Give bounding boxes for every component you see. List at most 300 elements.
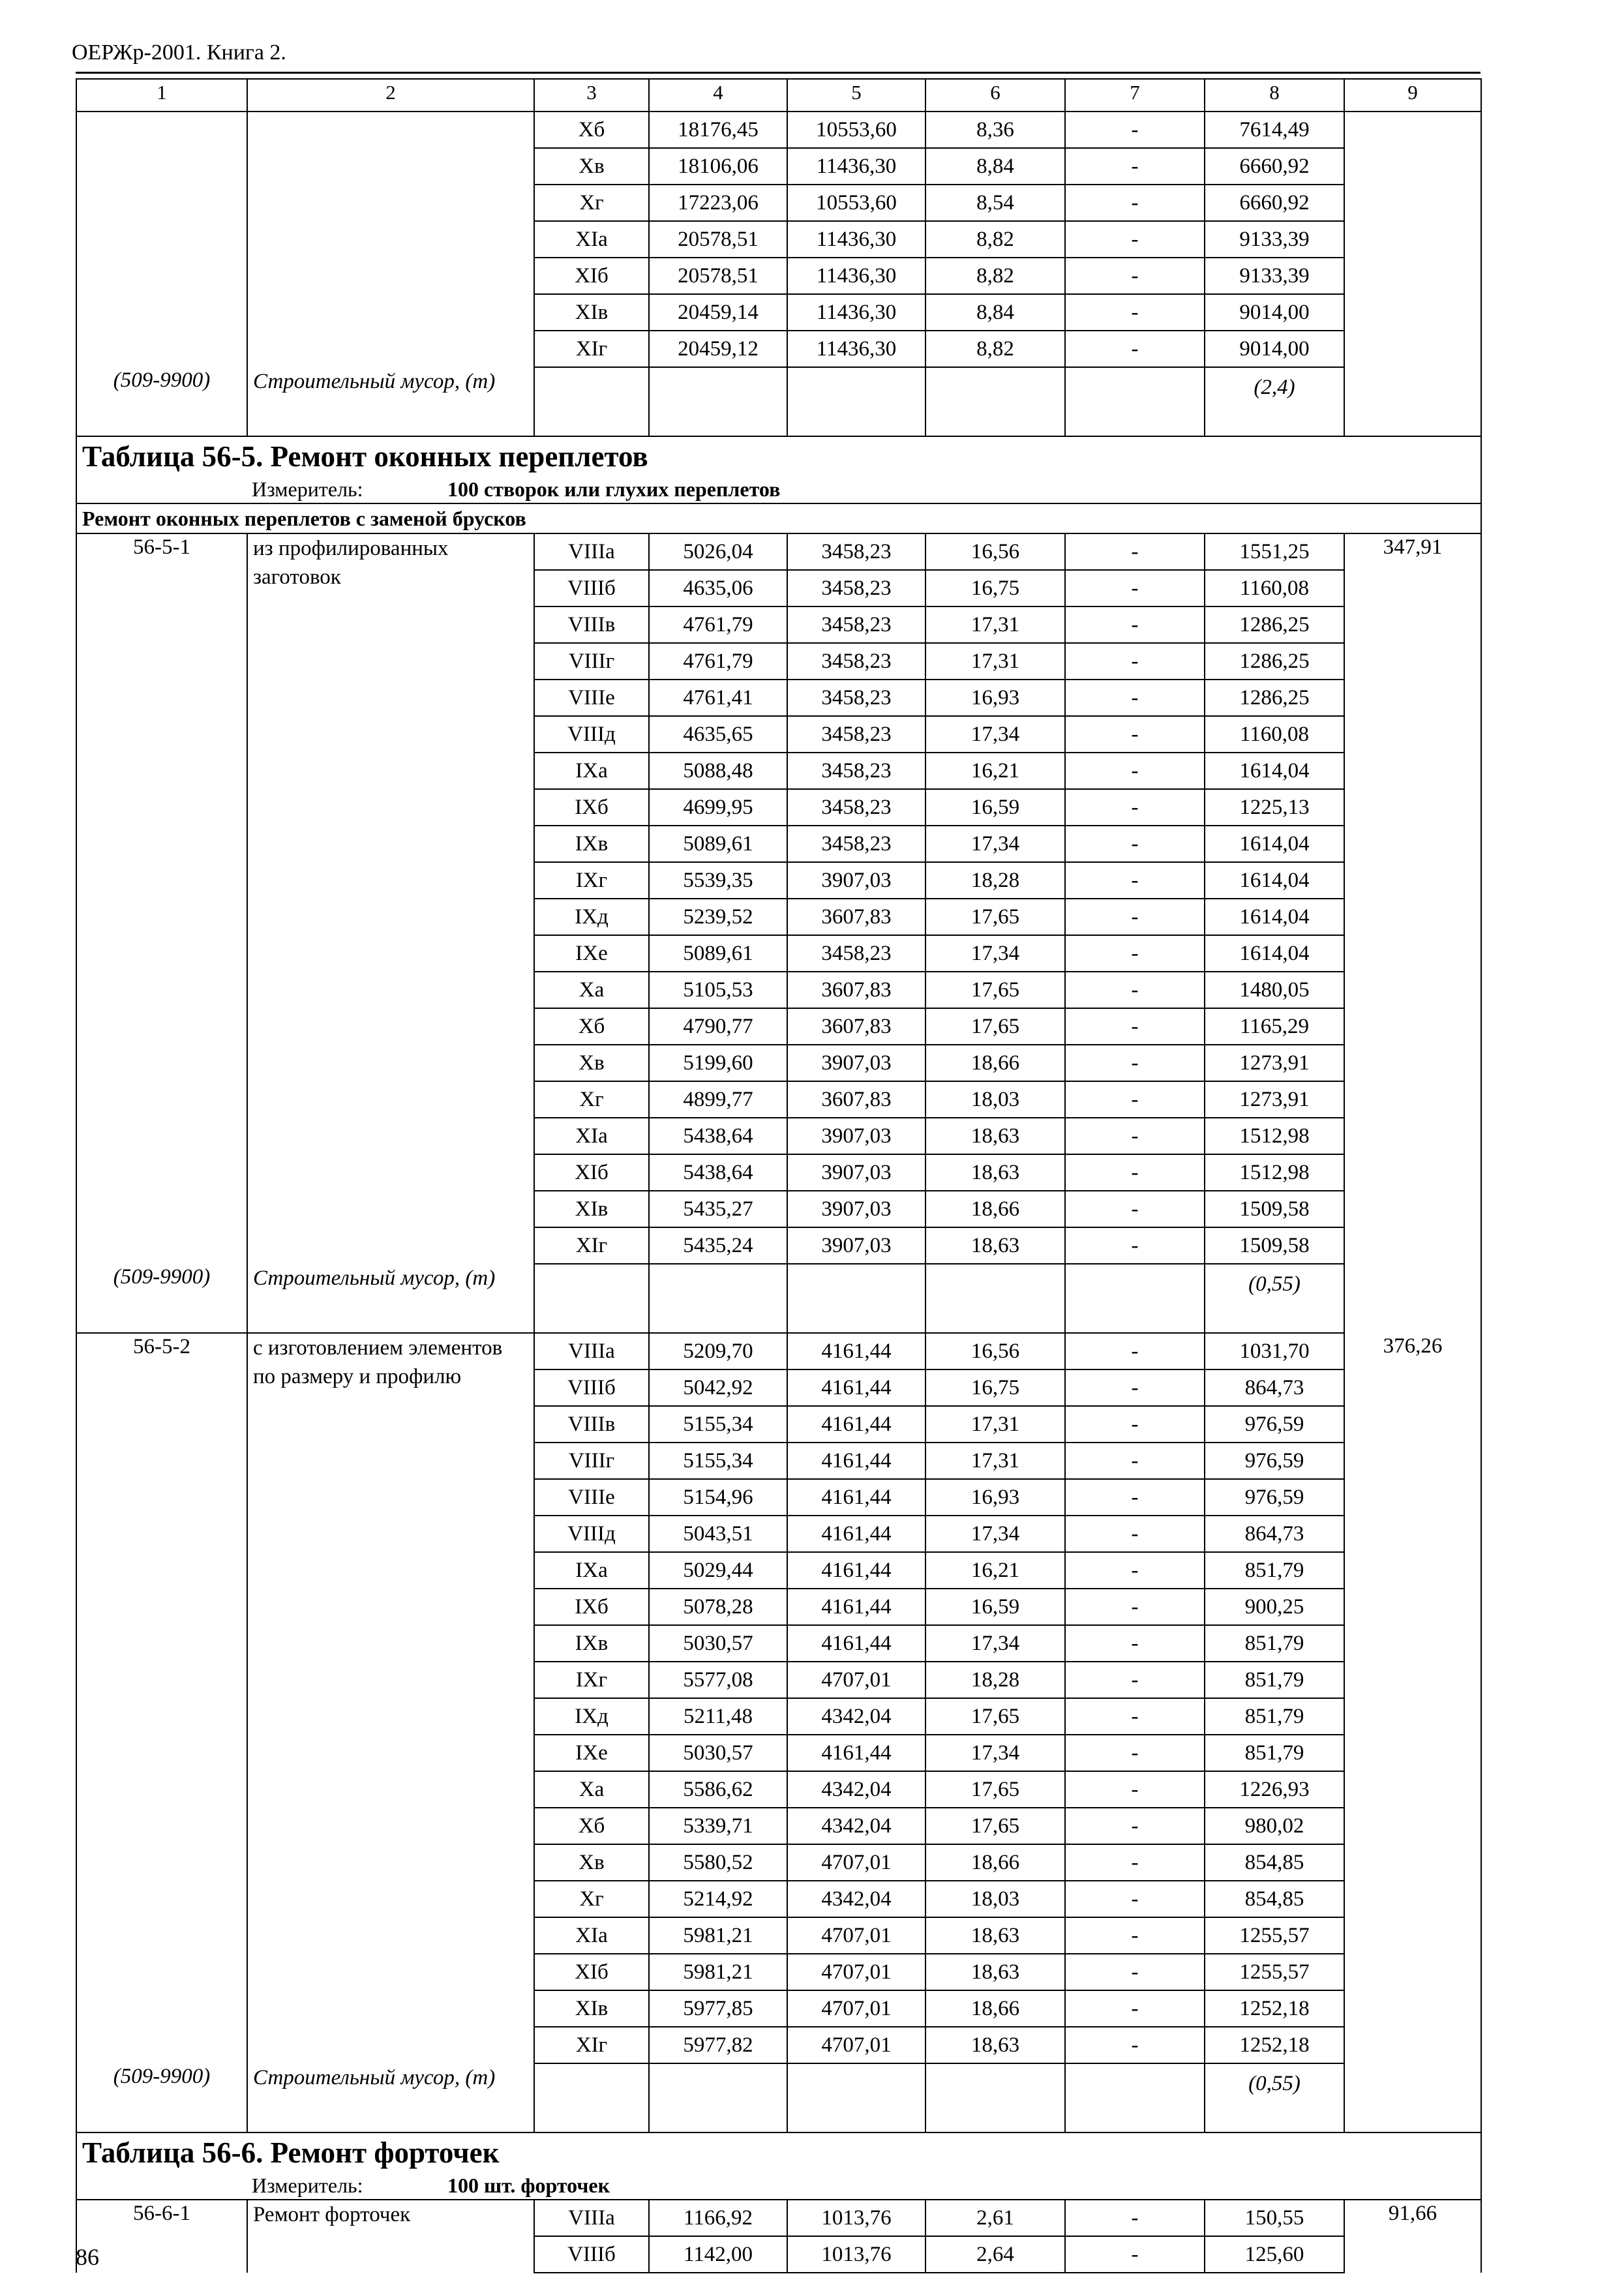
total-cost-cell: 5105,53 — [649, 972, 787, 1008]
total-cost-cell: 17223,06 — [649, 185, 787, 221]
machines-cell: 16,56 — [925, 1333, 1065, 1369]
wages-cell: 3907,03 — [787, 1045, 925, 1081]
table-title-row — [76, 436, 1481, 476]
table-title: Таблица 56-5. Ремонт оконных переплетов — [76, 436, 1481, 476]
total-cost-cell: 18106,06 — [649, 148, 787, 185]
machines-cell: 18,66 — [925, 1844, 1065, 1881]
machines-cell: 16,21 — [925, 753, 1065, 789]
total-cost-cell: 5030,57 — [649, 1625, 787, 1662]
region-cell: ХIв — [534, 1191, 649, 1227]
machines-cell: 18,03 — [925, 1881, 1065, 1917]
materials-cell: 976,59 — [1205, 1479, 1344, 1516]
machines-cell: 16,75 — [925, 570, 1065, 606]
total-cost-cell: 4761,41 — [649, 680, 787, 716]
materials-cell: 9014,00 — [1205, 331, 1344, 367]
wages-cell: 1013,76 — [787, 2236, 925, 2273]
measure-label: Измеритель: — [252, 477, 363, 501]
materials-cell: 976,59 — [1205, 1443, 1344, 1479]
total-cost-cell: 5042,92 — [649, 1369, 787, 1406]
materials-cell: 6660,92 — [1205, 185, 1344, 221]
waste-value: (0,55) — [1205, 1264, 1344, 1333]
materials-cell: 1160,08 — [1205, 570, 1344, 606]
driver-wages-cell: - — [1065, 148, 1205, 185]
rate-code: 56-6-1 — [76, 2200, 247, 2273]
materials-cell: 1286,25 — [1205, 643, 1344, 680]
driver-wages-cell: - — [1065, 1369, 1205, 1406]
materials-cell: 1255,57 — [1205, 1917, 1344, 1954]
table-row — [76, 2200, 1481, 2236]
wages-cell: 11436,30 — [787, 258, 925, 294]
measure-value: 100 створок или глухих переплетов — [447, 477, 781, 501]
total-cost-cell: 5199,60 — [649, 1045, 787, 1081]
driver-wages-cell: - — [1065, 643, 1205, 680]
materials-cell: 864,73 — [1205, 1369, 1344, 1406]
driver-wages-cell: - — [1065, 972, 1205, 1008]
waste-empty-cell — [925, 1264, 1065, 1333]
wages-cell: 4161,44 — [787, 1625, 925, 1662]
labor-cell: 91,66 — [1344, 2200, 1481, 2273]
total-cost-cell: 20578,51 — [649, 258, 787, 294]
driver-wages-cell: - — [1065, 1227, 1205, 1264]
machines-cell: 17,65 — [925, 1771, 1065, 1808]
materials-cell: 1614,04 — [1205, 899, 1344, 935]
machines-cell: 17,34 — [925, 716, 1065, 753]
section-title: Ремонт оконных переплетов с заменой брусков — [76, 503, 1481, 533]
materials-cell: 854,85 — [1205, 1881, 1344, 1917]
driver-wages-cell: - — [1065, 331, 1205, 367]
wages-cell: 4342,04 — [787, 1881, 925, 1917]
rate-code: 56-5-2 — [76, 1333, 247, 2063]
driver-wages-cell: - — [1065, 1118, 1205, 1154]
region-cell: VIIIб — [534, 1369, 649, 1406]
waste-row — [76, 367, 1481, 436]
machines-cell: 8,36 — [925, 112, 1065, 148]
wages-cell: 3458,23 — [787, 533, 925, 570]
wages-cell: 3607,83 — [787, 972, 925, 1008]
column-number: 1 — [76, 79, 247, 112]
waste-empty-cell — [1065, 367, 1205, 436]
machines-cell: 17,34 — [925, 1735, 1065, 1771]
driver-wages-cell: - — [1065, 1333, 1205, 1369]
wages-cell: 3458,23 — [787, 716, 925, 753]
driver-wages-cell: - — [1065, 1008, 1205, 1045]
materials-cell: 851,79 — [1205, 1625, 1344, 1662]
column-number: 7 — [1065, 79, 1205, 112]
region-cell: ХIб — [534, 258, 649, 294]
region-cell: IХб — [534, 1589, 649, 1625]
waste-empty-cell — [1065, 1264, 1205, 1333]
waste-value: (2,4) — [1205, 367, 1344, 436]
waste-empty-cell — [534, 1264, 649, 1333]
table-row — [76, 533, 1481, 570]
waste-empty-cell — [534, 367, 649, 436]
driver-wages-cell: - — [1065, 716, 1205, 753]
total-cost-cell: 20459,14 — [649, 294, 787, 331]
region-cell: VIIIе — [534, 1479, 649, 1516]
machines-cell: 8,84 — [925, 148, 1065, 185]
region-cell: ХIб — [534, 1154, 649, 1191]
machines-cell: 17,65 — [925, 972, 1065, 1008]
materials-cell: 980,02 — [1205, 1808, 1344, 1844]
wages-cell: 3458,23 — [787, 606, 925, 643]
machines-cell: 16,93 — [925, 1479, 1065, 1516]
total-cost-cell: 5435,27 — [649, 1191, 787, 1227]
waste-empty-cell — [1065, 2063, 1205, 2132]
wages-cell: 4161,44 — [787, 1369, 925, 1406]
work-name: из профилированных заготовок — [247, 533, 534, 1264]
driver-wages-cell: - — [1065, 294, 1205, 331]
total-cost-cell: 1142,00 — [649, 2236, 787, 2273]
table-title-row — [76, 2132, 1481, 2172]
machines-cell: 17,31 — [925, 1406, 1065, 1443]
driver-wages-cell: - — [1065, 533, 1205, 570]
machines-cell: 18,66 — [925, 1045, 1065, 1081]
region-cell: IХв — [534, 1625, 649, 1662]
region-cell: IХв — [534, 826, 649, 862]
materials-cell: 864,73 — [1205, 1516, 1344, 1552]
waste-empty-cell — [925, 2063, 1065, 2132]
measure-row — [76, 2172, 1481, 2200]
waste-code: (509-9900) — [76, 1264, 247, 1333]
region-cell: IХе — [534, 1735, 649, 1771]
driver-wages-cell: - — [1065, 2236, 1205, 2273]
machines-cell: 16,21 — [925, 1552, 1065, 1589]
price-table — [76, 78, 1482, 2273]
wages-cell: 3607,83 — [787, 1081, 925, 1118]
driver-wages-cell: - — [1065, 606, 1205, 643]
region-cell: IХд — [534, 1698, 649, 1735]
materials-cell: 1225,13 — [1205, 789, 1344, 826]
wages-cell: 4161,44 — [787, 1589, 925, 1625]
wages-cell: 3907,03 — [787, 862, 925, 899]
total-cost-cell: 5155,34 — [649, 1443, 787, 1479]
driver-wages-cell: - — [1065, 862, 1205, 899]
waste-empty-cell — [649, 1264, 787, 1333]
labor-cell — [1344, 112, 1481, 436]
labor-cell: 376,26 — [1344, 1333, 1481, 2132]
region-cell: Хб — [534, 112, 649, 148]
wages-cell: 4161,44 — [787, 1735, 925, 1771]
region-cell: Хг — [534, 1881, 649, 1917]
materials-cell: 854,85 — [1205, 1844, 1344, 1881]
driver-wages-cell: - — [1065, 1735, 1205, 1771]
total-cost-cell: 5339,71 — [649, 1808, 787, 1844]
waste-name: Строительный мусор, (т) — [247, 367, 534, 436]
total-cost-cell: 5211,48 — [649, 1698, 787, 1735]
column-number: 6 — [925, 79, 1065, 112]
region-cell: ХIа — [534, 1917, 649, 1954]
region-cell: ХIг — [534, 331, 649, 367]
wages-cell: 4707,01 — [787, 1844, 925, 1881]
column-number: 3 — [534, 79, 649, 112]
region-cell: IХд — [534, 899, 649, 935]
machines-cell: 17,65 — [925, 1008, 1065, 1045]
waste-row — [76, 1264, 1481, 1333]
driver-wages-cell: - — [1065, 1990, 1205, 2027]
column-number: 8 — [1205, 79, 1344, 112]
wages-cell: 4161,44 — [787, 1333, 925, 1369]
machines-cell: 8,82 — [925, 221, 1065, 258]
wages-cell: 4342,04 — [787, 1771, 925, 1808]
driver-wages-cell: - — [1065, 789, 1205, 826]
materials-cell: 1031,70 — [1205, 1333, 1344, 1369]
machines-cell: 8,84 — [925, 294, 1065, 331]
machines-cell: 18,66 — [925, 1191, 1065, 1227]
region-cell: VIIIа — [534, 533, 649, 570]
driver-wages-cell: - — [1065, 1881, 1205, 1917]
materials-cell: 9133,39 — [1205, 258, 1344, 294]
total-cost-cell: 4790,77 — [649, 1008, 787, 1045]
total-cost-cell: 5539,35 — [649, 862, 787, 899]
region-cell: VIIIв — [534, 606, 649, 643]
materials-cell: 1512,98 — [1205, 1118, 1344, 1154]
wages-cell: 3458,23 — [787, 680, 925, 716]
driver-wages-cell: - — [1065, 935, 1205, 972]
driver-wages-cell: - — [1065, 1406, 1205, 1443]
driver-wages-cell: - — [1065, 1954, 1205, 1990]
materials-cell: 1614,04 — [1205, 753, 1344, 789]
total-cost-cell: 5209,70 — [649, 1333, 787, 1369]
machines-cell: 8,82 — [925, 258, 1065, 294]
driver-wages-cell: - — [1065, 221, 1205, 258]
region-cell: VIIIд — [534, 1516, 649, 1552]
wages-cell: 4342,04 — [787, 1808, 925, 1844]
page-header: ОЕРЖр-2001. Книга 2. — [72, 40, 286, 65]
column-number: 9 — [1344, 79, 1481, 112]
waste-row — [76, 2063, 1481, 2132]
total-cost-cell: 5438,64 — [649, 1154, 787, 1191]
machines-cell: 16,93 — [925, 680, 1065, 716]
driver-wages-cell: - — [1065, 1662, 1205, 1698]
machines-cell: 17,31 — [925, 606, 1065, 643]
driver-wages-cell: - — [1065, 1808, 1205, 1844]
driver-wages-cell: - — [1065, 753, 1205, 789]
driver-wages-cell: - — [1065, 1771, 1205, 1808]
table-title: Таблица 56-6. Ремонт форточек — [76, 2132, 1481, 2172]
wages-cell: 4707,01 — [787, 1662, 925, 1698]
materials-cell: 851,79 — [1205, 1735, 1344, 1771]
labor-cell: 347,91 — [1344, 533, 1481, 1333]
waste-empty-cell — [787, 1264, 925, 1333]
waste-name: Строительный мусор, (т) — [247, 2063, 534, 2132]
region-cell: VIIIд — [534, 716, 649, 753]
column-number: 4 — [649, 79, 787, 112]
total-cost-cell: 5214,92 — [649, 1881, 787, 1917]
driver-wages-cell: - — [1065, 1589, 1205, 1625]
materials-cell: 1509,58 — [1205, 1191, 1344, 1227]
materials-cell: 1165,29 — [1205, 1008, 1344, 1045]
waste-empty-cell — [649, 2063, 787, 2132]
machines-cell: 16,59 — [925, 789, 1065, 826]
driver-wages-cell: - — [1065, 1045, 1205, 1081]
driver-wages-cell: - — [1065, 1443, 1205, 1479]
wages-cell: 11436,30 — [787, 331, 925, 367]
total-cost-cell: 5580,52 — [649, 1844, 787, 1881]
total-cost-cell: 5981,21 — [649, 1954, 787, 1990]
region-cell: Хв — [534, 1045, 649, 1081]
total-cost-cell: 5155,34 — [649, 1406, 787, 1443]
region-cell: IХа — [534, 1552, 649, 1589]
total-cost-cell: 5438,64 — [649, 1118, 787, 1154]
wages-cell: 1013,76 — [787, 2200, 925, 2236]
wages-cell: 3458,23 — [787, 789, 925, 826]
section-row — [76, 503, 1481, 533]
machines-cell: 17,65 — [925, 899, 1065, 935]
materials-cell: 150,55 — [1205, 2200, 1344, 2236]
materials-cell: 1512,98 — [1205, 1154, 1344, 1191]
machines-cell: 18,63 — [925, 2027, 1065, 2063]
materials-cell: 1480,05 — [1205, 972, 1344, 1008]
waste-empty-cell — [787, 367, 925, 436]
measure-value: 100 шт. форточек — [447, 2174, 610, 2197]
total-cost-cell: 4635,06 — [649, 570, 787, 606]
wages-cell: 3907,03 — [787, 1118, 925, 1154]
materials-cell: 1252,18 — [1205, 1990, 1344, 2027]
wages-cell: 4707,01 — [787, 1954, 925, 1990]
materials-cell: 1255,57 — [1205, 1954, 1344, 1990]
region-cell: Хг — [534, 1081, 649, 1118]
machines-cell: 17,65 — [925, 1698, 1065, 1735]
wages-cell: 3458,23 — [787, 753, 925, 789]
work-name: с изготовлением элементов по размеру и профилю — [247, 1333, 534, 2063]
materials-cell: 1286,25 — [1205, 680, 1344, 716]
region-cell: Хб — [534, 1008, 649, 1045]
machines-cell: 16,56 — [925, 533, 1065, 570]
wages-cell: 4161,44 — [787, 1406, 925, 1443]
total-cost-cell: 4699,95 — [649, 789, 787, 826]
column-number-row — [76, 79, 1481, 112]
wages-cell: 3458,23 — [787, 826, 925, 862]
materials-cell: 1614,04 — [1205, 935, 1344, 972]
total-cost-cell: 5030,57 — [649, 1735, 787, 1771]
materials-cell: 851,79 — [1205, 1662, 1344, 1698]
driver-wages-cell: - — [1065, 1516, 1205, 1552]
waste-empty-cell — [649, 367, 787, 436]
region-cell: VIIIв — [534, 1406, 649, 1443]
work-name — [247, 112, 534, 367]
driver-wages-cell: - — [1065, 1625, 1205, 1662]
driver-wages-cell: - — [1065, 826, 1205, 862]
materials-cell: 1551,25 — [1205, 533, 1344, 570]
driver-wages-cell: - — [1065, 1479, 1205, 1516]
region-cell: Хв — [534, 1844, 649, 1881]
region-cell: Хв — [534, 148, 649, 185]
materials-cell: 851,79 — [1205, 1552, 1344, 1589]
total-cost-cell: 5435,24 — [649, 1227, 787, 1264]
total-cost-cell: 20459,12 — [649, 331, 787, 367]
region-cell: ХIв — [534, 294, 649, 331]
wages-cell: 3907,03 — [787, 1191, 925, 1227]
measure-row — [76, 476, 1481, 503]
region-cell: IХе — [534, 935, 649, 972]
machines-cell: 17,65 — [925, 1808, 1065, 1844]
driver-wages-cell: - — [1065, 1917, 1205, 1954]
rate-code: 56-5-1 — [76, 533, 247, 1264]
driver-wages-cell: - — [1065, 258, 1205, 294]
materials-cell: 9014,00 — [1205, 294, 1344, 331]
machines-cell: 16,75 — [925, 1369, 1065, 1406]
driver-wages-cell: - — [1065, 2200, 1205, 2236]
region-cell: VIIIа — [534, 2200, 649, 2236]
total-cost-cell: 5977,85 — [649, 1990, 787, 2027]
wages-cell: 10553,60 — [787, 185, 925, 221]
materials-cell: 125,60 — [1205, 2236, 1344, 2273]
machines-cell: 2,64 — [925, 2236, 1065, 2273]
total-cost-cell: 4635,65 — [649, 716, 787, 753]
machines-cell: 17,34 — [925, 1516, 1065, 1552]
waste-code: (509-9900) — [76, 367, 247, 436]
machines-cell: 18,63 — [925, 1227, 1065, 1264]
region-cell: IХа — [534, 753, 649, 789]
machines-cell: 18,28 — [925, 862, 1065, 899]
total-cost-cell: 5981,21 — [649, 1917, 787, 1954]
wages-cell: 3907,03 — [787, 1154, 925, 1191]
page-number: 86 — [76, 2244, 99, 2270]
driver-wages-cell: - — [1065, 1552, 1205, 1589]
machines-cell: 18,63 — [925, 1954, 1065, 1990]
wages-cell: 3458,23 — [787, 935, 925, 972]
driver-wages-cell: - — [1065, 112, 1205, 148]
waste-code: (509-9900) — [76, 2063, 247, 2132]
wages-cell: 4342,04 — [787, 1698, 925, 1735]
column-number: 5 — [787, 79, 925, 112]
driver-wages-cell: - — [1065, 185, 1205, 221]
wages-cell: 3607,83 — [787, 1008, 925, 1045]
machines-cell: 18,66 — [925, 1990, 1065, 2027]
driver-wages-cell: - — [1065, 680, 1205, 716]
region-cell: VIIIа — [534, 1333, 649, 1369]
waste-value: (0,55) — [1205, 2063, 1344, 2132]
total-cost-cell: 18176,45 — [649, 112, 787, 148]
waste-name: Строительный мусор, (т) — [247, 1264, 534, 1333]
wages-cell: 4707,01 — [787, 1990, 925, 2027]
driver-wages-cell: - — [1065, 1191, 1205, 1227]
waste-empty-cell — [787, 2063, 925, 2132]
region-cell: Хг — [534, 185, 649, 221]
wages-cell: 10553,60 — [787, 112, 925, 148]
header-rule — [76, 72, 1481, 74]
materials-cell: 1509,58 — [1205, 1227, 1344, 1264]
total-cost-cell: 5154,96 — [649, 1479, 787, 1516]
wages-cell: 3458,23 — [787, 570, 925, 606]
region-cell: ХIа — [534, 1118, 649, 1154]
machines-cell: 8,82 — [925, 331, 1065, 367]
materials-cell: 1273,91 — [1205, 1081, 1344, 1118]
materials-cell: 9133,39 — [1205, 221, 1344, 258]
materials-cell: 1226,93 — [1205, 1771, 1344, 1808]
total-cost-cell: 5586,62 — [649, 1771, 787, 1808]
total-cost-cell: 4761,79 — [649, 606, 787, 643]
measure-cell — [76, 2172, 1481, 2200]
table-row — [76, 112, 1481, 148]
region-cell: ХIг — [534, 1227, 649, 1264]
wages-cell: 3458,23 — [787, 643, 925, 680]
materials-cell: 1286,25 — [1205, 606, 1344, 643]
work-name: Ремонт форточек — [247, 2200, 534, 2273]
region-cell: ХIа — [534, 221, 649, 258]
total-cost-cell: 5089,61 — [649, 935, 787, 972]
total-cost-cell: 4899,77 — [649, 1081, 787, 1118]
total-cost-cell: 5078,28 — [649, 1589, 787, 1625]
driver-wages-cell: - — [1065, 1844, 1205, 1881]
machines-cell: 2,61 — [925, 2200, 1065, 2236]
materials-cell: 6660,92 — [1205, 148, 1344, 185]
total-cost-cell: 5577,08 — [649, 1662, 787, 1698]
machines-cell: 17,31 — [925, 643, 1065, 680]
wages-cell: 4707,01 — [787, 1917, 925, 1954]
wages-cell: 4161,44 — [787, 1516, 925, 1552]
driver-wages-cell: - — [1065, 1698, 1205, 1735]
